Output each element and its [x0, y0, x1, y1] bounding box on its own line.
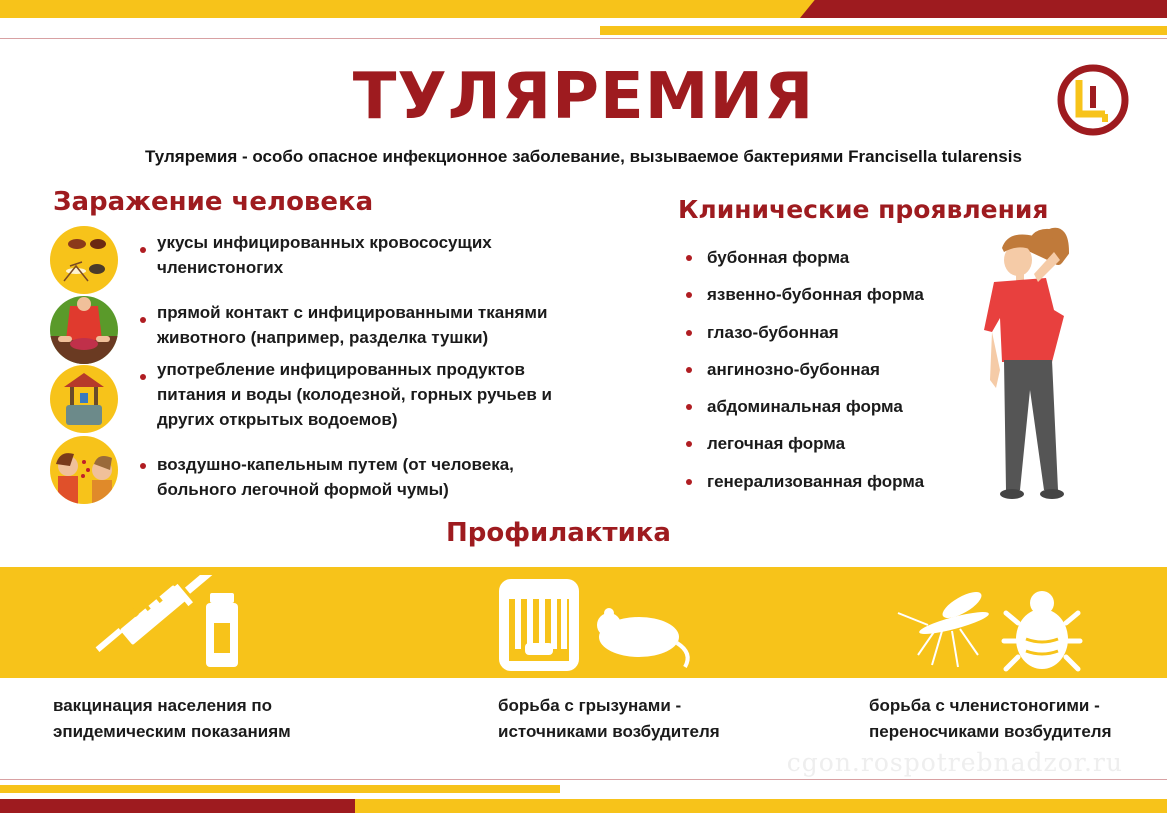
rodent-trap-icon	[497, 577, 697, 673]
list-item-label: язвенно-бубонная форма	[707, 285, 924, 305]
list-item	[686, 283, 986, 320]
bottom-line	[0, 779, 1167, 780]
infection-item	[50, 360, 570, 431]
bullet	[686, 367, 692, 373]
airborne-icon	[50, 436, 118, 504]
clinical-list	[686, 246, 986, 507]
top-stripe-red	[800, 0, 1167, 18]
bottom-stripe-yellow	[355, 799, 1167, 813]
bottom-stripe-red	[0, 799, 370, 813]
prevention-line: борьба с грызунами -	[498, 696, 682, 715]
list-item	[686, 432, 986, 469]
prevention-text-rodents	[498, 693, 720, 745]
bullet	[686, 255, 692, 261]
list-item-label: глазо-бубонная	[707, 322, 839, 342]
list-item	[686, 358, 986, 395]
list-item	[686, 395, 986, 432]
prevention-line: эпидемическим показаниям	[53, 722, 291, 741]
top-stripe-yellow	[0, 0, 820, 18]
infection-text: прямой контакт с инфицированными тканями животного (например, разделка тушки)	[157, 303, 548, 347]
infection-item	[50, 226, 570, 292]
infection-text: употребление инфицированных продуктов питания и воды (колодезной, горных ручьев и других открытых водоемов)	[157, 360, 552, 429]
prevention-band	[0, 567, 1167, 678]
top-stripe-yellow-thin	[600, 26, 1167, 35]
infection-text: укусы инфицированных кровососущих членистоногих	[157, 233, 492, 277]
bullet	[140, 247, 146, 253]
prevention-line: переносчиками возбудителя	[869, 722, 1112, 741]
page-title: ТУЛЯРЕМИЯ	[352, 60, 815, 134]
insects-icon	[50, 226, 118, 294]
infection-item	[50, 436, 570, 502]
list-item-label: бубонная форма	[707, 248, 850, 267]
list-item	[686, 246, 986, 283]
bullet	[140, 374, 146, 380]
list-item	[686, 470, 986, 507]
prevention-title: Профилактика	[446, 518, 671, 548]
prevention-text-arthropods	[869, 693, 1112, 745]
prevention-text-vaccination	[53, 693, 291, 745]
list-item-label: генерализованная форма	[707, 471, 925, 491]
list-item-label: абдоминальная форма	[707, 397, 903, 417]
butcher-icon	[50, 296, 118, 364]
bullet	[686, 479, 692, 485]
page-subtitle: Туляремия - особо опасное инфекционное заболевание, вызываемое бактериями Francisella tularensis	[145, 147, 1022, 166]
list-item	[686, 321, 986, 358]
list-item-label: легочная форма	[707, 434, 846, 454]
bullet	[686, 292, 692, 298]
infection-title: Заражение человека	[53, 187, 374, 217]
prevention-line: вакцинация населения по	[53, 696, 273, 715]
infection-text: воздушно-капельным путем (от человека, больного легочной формой чумы)	[157, 455, 514, 499]
sick-woman-illustration	[978, 220, 1088, 502]
bullet	[140, 463, 146, 469]
bullet	[140, 317, 146, 323]
list-item-label: ангинозно-бубонная	[707, 359, 880, 379]
syringe-vial-icon	[88, 575, 248, 671]
watermark: cgon.rospotrebnadzor.ru	[786, 748, 1123, 777]
bullet	[686, 441, 692, 447]
top-line	[0, 38, 1167, 39]
prevention-line: борьба с членистоногими -	[869, 696, 1100, 715]
infection-item	[50, 296, 570, 362]
clinical-title: Клинические проявления	[678, 195, 1049, 224]
well-icon	[50, 365, 118, 433]
bottom-stripe-yellow-thin	[0, 785, 560, 793]
prevention-line: источниками возбудителя	[498, 722, 720, 741]
mosquito-louse-icon	[888, 575, 1088, 675]
bullet	[686, 330, 692, 336]
bullet	[686, 404, 692, 410]
